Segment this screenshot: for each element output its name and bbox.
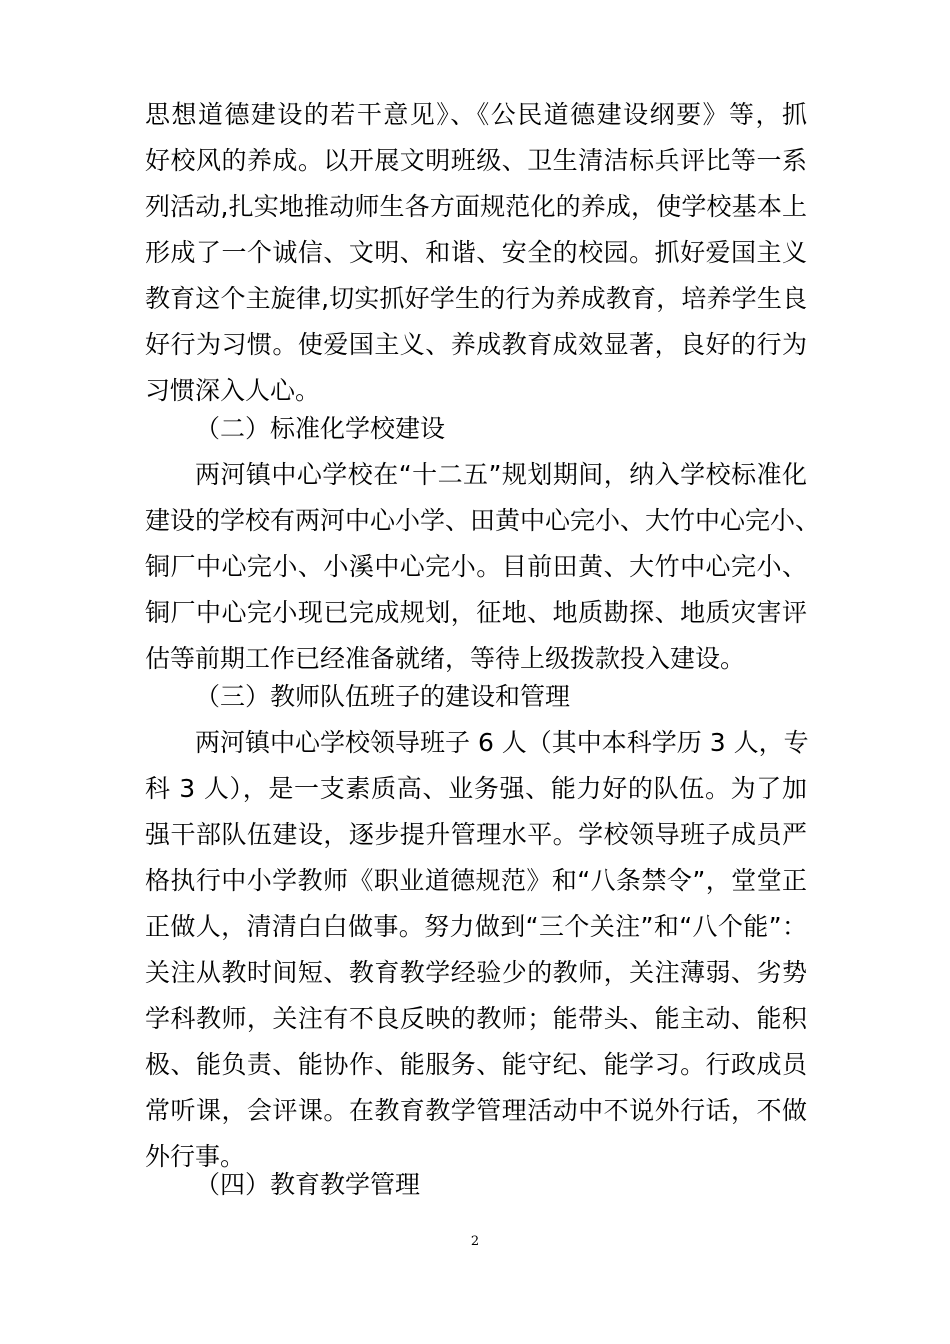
paragraph-line: 学科教师，关注有不良反映的教师；能带头、能主动、能积 [145, 1004, 807, 1033]
paragraph-line: 形成了一个诚信、文明、和谐、安全的校园。抓好爱国主义 [145, 238, 807, 267]
paragraph-line: 格执行中小学教师《职业道德规范》和“八条禁令”，堂堂正 [145, 866, 807, 895]
paragraph-line: 好行为习惯。使爱国主义、养成教育成效显著，良好的行为 [145, 330, 807, 359]
paragraph-line: 建设的学校有两河中心小学、田黄中心完小、大竹中心完小、 [145, 506, 821, 535]
paragraph-line: 两河镇中心学校在“十二五”规划期间，纳入学校标准化 [195, 460, 807, 489]
paragraph-line: 估等前期工作已经准备就绪，等待上级拨款投入建设。 [145, 644, 746, 673]
paragraph-line: 两河镇中心学校领导班子 6 人（其中本科学历 3 人，专 [195, 728, 809, 757]
paragraph-line: 外行事。 [145, 1142, 246, 1171]
paragraph-line: 强干部队伍建设，逐步提升管理水平。学校领导班子成员严 [145, 820, 807, 849]
page-number: 2 [470, 1234, 480, 1249]
paragraph-line: 思想道德建设的若干意见》、《公民道德建设纲要》等，抓 [145, 100, 807, 129]
paragraph-line: 好校风的养成。以开展文明班级、卫生清洁标兵评比等一系 [145, 146, 807, 175]
paragraph-line: 教育这个主旋律,切实抓好学生的行为养成教育，培养学生良 [145, 284, 807, 313]
paragraph-line: 常听课，会评课。在教育教学管理活动中不说外行话，不做 [145, 1096, 807, 1125]
paragraph-line: 铜厂中心完小现已完成规划，征地、地质勘探、地质灾害评 [145, 598, 807, 627]
paragraph-line: 列活动,扎实地推动师生各方面规范化的养成，使学校基本上 [145, 192, 807, 221]
paragraph-line: 极、能负责、能协作、能服务、能守纪、能学习。行政成员 [145, 1050, 807, 1079]
section-heading: （三）教师队伍班子的建设和管理 [195, 682, 571, 711]
paragraph-line: 关注从教时间短、教育教学经验少的教师，关注薄弱、劣势 [145, 958, 807, 987]
paragraph-line: 铜厂中心完小、小溪中心完小。目前田黄、大竹中心完小、 [145, 552, 807, 581]
paragraph-line: 习惯深入人心。 [145, 376, 321, 405]
section-heading: （四）教育教学管理 [195, 1170, 421, 1199]
paragraph-line: 正做人，清清白白做事。努力做到“三个关注”和“八个能”： [145, 912, 807, 941]
section-heading: （二）标准化学校建设 [195, 414, 446, 443]
paragraph-line: 科 3 人），是一支素质高、业务强、能力好的队伍。为了加 [145, 774, 807, 803]
